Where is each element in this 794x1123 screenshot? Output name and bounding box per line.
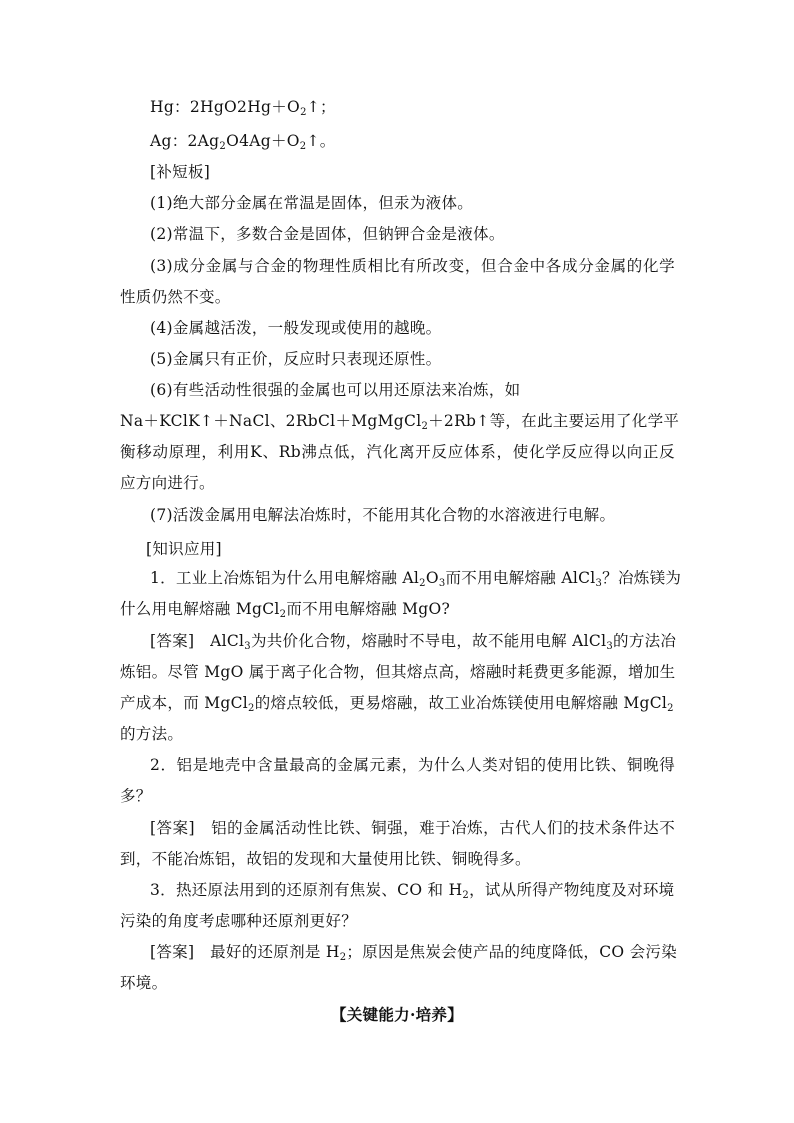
application-title: [知识应用] <box>146 540 222 558</box>
answer-2: [答案] 铝的金属活动性比铁、铜强，难于冶炼，古代人们的技术条件达不 <box>150 819 675 837</box>
supplement-item-6-cont: 衡移动原理，利用K、Rb沸点低，汽化离开反应体系，使化学反应得以向正反 <box>120 443 675 461</box>
equation-ag: Ag：$2Ag_2O4Ag+O_2↑$。 <box>150 132 336 152</box>
supplement-item-2: (2)常温下，多数合金是固体，但钠钾合金是液体。 <box>150 225 505 243</box>
question-3-cont: 污染的角度考虑哪种还原剂更好？ <box>120 912 358 930</box>
section-heading: 【关键能力·培养】 <box>330 1005 464 1024</box>
supplement-item-1: (1)绝大部分金属在常温是固体，但汞为液体。 <box>150 194 474 212</box>
answer-3: [答案] 最好的还原剂是 $H_2$；原因是焦炭会使产品的纯度降低，CO 会污染 <box>150 943 678 963</box>
question-2: 2．铝是地壳中含量最高的金属元素，为什么人类对铝的使用比铁、铜晚得 <box>150 756 675 774</box>
supplement-item-6: (6)有些活动性很强的金属也可以用还原法来冶炼，如 <box>150 381 521 399</box>
supplement-title: [补短板] <box>150 163 211 181</box>
answer-3-cont: 环境。 <box>120 974 168 992</box>
supplement-item-4: (4)金属越活泼，一般发现或使用的越晚。 <box>150 319 442 337</box>
supplement-item-3-cont: 性质仍然不变。 <box>120 288 231 306</box>
supplement-item-6-end: 应方向进行。 <box>120 474 215 492</box>
supplement-item-3: (3)成分金属与合金的物理性质相比有所改变，但合金中各成分金属的化学 <box>150 257 675 275</box>
equation-hg: Hg：$2HgO2Hg+O_2↑$； <box>150 98 336 118</box>
question-3: 3．热还原法用到的还原剂有焦炭、CO 和 $H_2$，试从所得产物纯度及对环境 <box>150 881 675 901</box>
answer-2-cont: 到，不能冶炼铝，故铝的发现和大量使用比铁、铜晚得多。 <box>120 850 531 868</box>
supplement-item-6-equation: Na＋KClK↑＋NaCl、2RbCl＋MgMgCl$_2$＋2Rb↑等，在此主要运用了化学平 <box>120 412 680 432</box>
question-1-cont: 什么用电解熔融 MgCl$_2$而不用电解熔融 MgO? <box>120 600 451 620</box>
supplement-item-5: (5)金属只有正价，反应时只表现还原性。 <box>150 350 442 368</box>
answer-1: [答案] AlCl$_3$为共价化合物，熔融时不导电，故不能用电解 AlCl$_3$的方法冶 <box>150 632 677 652</box>
supplement-item-7: (7)活泼金属用电解法冶炼时，不能用其化合物的水溶液进行电解。 <box>150 506 616 524</box>
question-2-cont: 多？ <box>120 787 152 805</box>
answer-1-cont-3: 的方法。 <box>120 725 184 743</box>
question-1: 1．工业上冶炼铝为什么用电解熔融 $Al_2O_3$而不用电解熔融 AlCl$_3$？冶炼镁为 <box>150 569 682 589</box>
answer-1-cont-1: 炼铝。尽管 MgO 属于离子化合物，但其熔点高，熔融时耗费更多能源，增加生 <box>120 663 676 681</box>
answer-1-cont-2: 产成本，而 MgCl$_2$的熔点较低，更易熔融，故工业冶炼镁使用电解熔融 MgCl$_2$ <box>120 694 674 714</box>
